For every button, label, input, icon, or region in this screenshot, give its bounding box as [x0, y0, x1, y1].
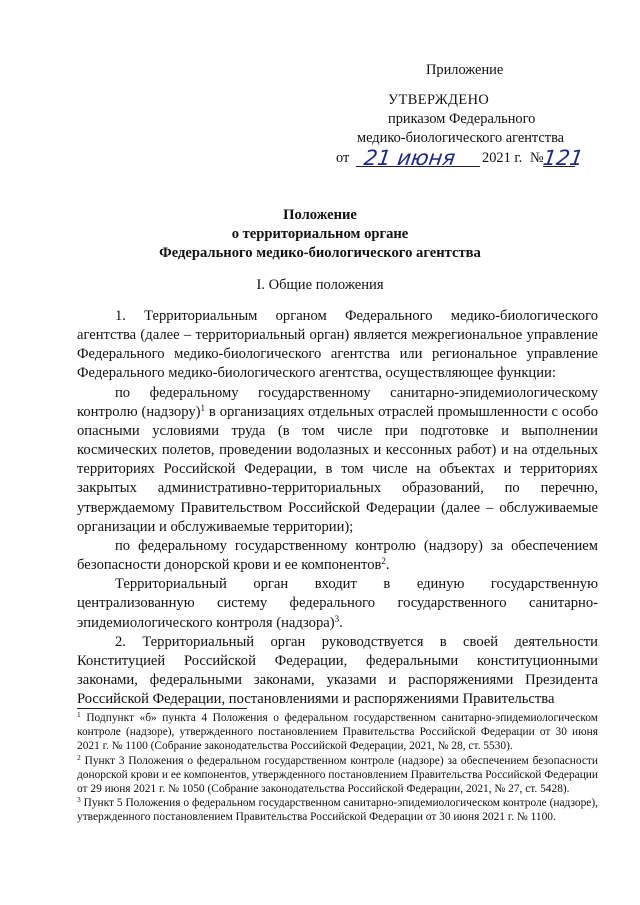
date-prefix: от	[336, 150, 350, 166]
handwritten-date: 21 июня	[362, 146, 457, 170]
appendix-label: Приложение	[426, 62, 504, 78]
footnote-ref-2: 2	[381, 556, 386, 567]
footnote-mark-1: 1	[77, 710, 81, 719]
order-date-line	[336, 145, 585, 171]
document-body	[77, 307, 598, 709]
title-line-3: Федерального медико-биологического агентства	[159, 245, 481, 261]
paragraph-2-text-b: в организациях отдельных отраслей промышленности с особо опасными условиями труда (в том числе при подготовке и выполнении космических полетов, проведении водолазных и кессонных работ) и на отдельных территориях Российской Федерации, в том числе на объектах и территориях закрытых административно-территориальных образований, по перечню, утверждаемому Правительством Российской Федерации (далее – обслуживаемые организации и обслуживаемые территории);	[77, 403, 599, 535]
footnote-ref-3: 3	[334, 613, 340, 624]
paragraph-4-text-b: .	[339, 614, 343, 631]
footnote-text-1: Подпункт «б» пункта 4 Положения о федеральном государственном санитарно-эпидемиологическом контроле (надзоре), утвержденного постановлением Правительства Российской Федерации от 30 июня 2021 г. № 1100 (Собрание законодательства Российской Федерации, 2021, № 28, ст. 5530).	[77, 712, 598, 753]
paragraph-3-text-a: по федеральному государственному контролю (надзору) за обеспечением безопасности донорской крови и ее компонентов	[77, 537, 598, 574]
approved-stamp-text: УТВЕРЖДЕНО	[388, 92, 490, 108]
footnote-1	[77, 711, 598, 754]
footnote-text-2: Пункт 3 Положения о федеральном государственном контроле (надзоре) за обеспечением безопасности донорской крови и ее компонентов, утвержденного постановлением Правительства Российской Федерации от 29 июня 2021 г. № 1050 (Собрание законодательства Российской Федерации, 2021, № 27, ст. 5428).	[77, 754, 598, 796]
paragraph-1: 1. Территориальным органом Федерального медико-биологического агентства (далее – территориальный орган) является межрегиональное управление Федерального медико-биологического агентства или региональное управление Федерального медико-биологического агентства, осуществляющее функции:	[77, 308, 598, 382]
title-line-2: о территориальном органе	[231, 226, 409, 242]
footnotes	[77, 711, 598, 825]
paragraph-2	[77, 384, 598, 537]
footnote-mark-2: 2	[77, 752, 81, 762]
paragraph-4	[77, 575, 598, 632]
agency-line: медико-биологического агентства	[357, 130, 565, 146]
footnote-2	[77, 754, 598, 797]
number-sign: №	[530, 150, 544, 166]
title-line-1: Положение	[283, 207, 357, 223]
footnote-mark-3: 3	[77, 795, 81, 805]
footnote-divider	[77, 708, 247, 709]
paragraph-5: 2. Территориальный орган руководствуется в своей деятельности Конституцией Российской Федерации, федеральными конституционными законами, федеральными законами, указами и распоряжениями Президента Российской Федерации, постановлениями и распоряжениями Правительства	[77, 633, 598, 708]
paragraph-2-text-a: по федеральному государственному санитарно-эпидемиологическому контролю (надзору)	[77, 384, 598, 420]
footnote-ref-1: 1	[200, 402, 205, 413]
date-year: 2021 г.	[482, 150, 523, 166]
paragraph-4-text-a: Территориальный орган входит в единую государственную централизованную систему федерального государственного санитарно-эпидемиологического контроля (надзора)	[77, 576, 598, 631]
footnote-text-3: Пункт 5 Положения о федеральном государственном санитарно-эпидемиологическом контроле (надзоре), утвержденного постановлением Правительства Российской Федерации от 30 июня 2021 г. № 1100.	[77, 797, 598, 824]
section-heading: I. Общие положения	[256, 277, 384, 293]
paragraph-3-text-b: .	[385, 557, 390, 574]
order-line: приказом Федерального	[388, 111, 536, 127]
footnote-3	[77, 796, 598, 824]
paragraph-3	[77, 537, 598, 575]
handwritten-number: 121	[541, 146, 585, 170]
